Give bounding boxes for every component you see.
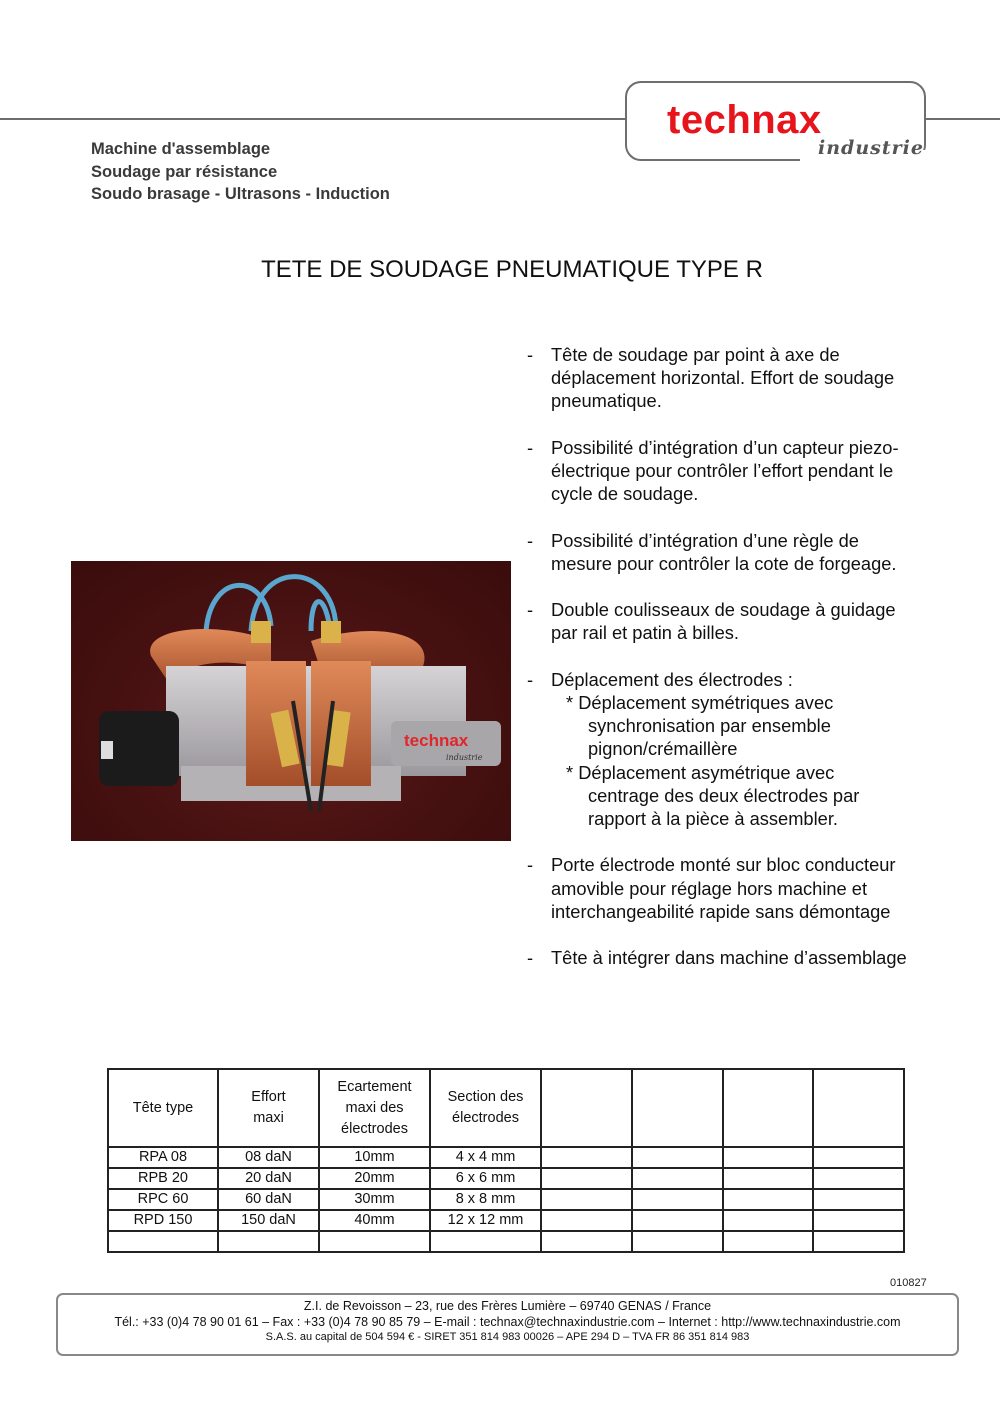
table-cell xyxy=(319,1231,430,1252)
bullet-dash: - xyxy=(527,529,534,551)
table-cell xyxy=(632,1210,723,1231)
table-header-cell xyxy=(319,1069,430,1147)
table-cell: RPC 60 xyxy=(108,1189,218,1210)
table-cell: 12 x 12 mm xyxy=(430,1210,541,1231)
table-header-cell xyxy=(430,1069,541,1147)
nameplate-brand: technax xyxy=(404,731,469,750)
feature-line: Possibilité d’intégration d’une règle de xyxy=(551,529,859,551)
company-line: Soudage par résistance xyxy=(91,162,278,181)
table-cell: RPA 08 xyxy=(108,1147,218,1168)
table-cell: 08 daN xyxy=(218,1147,319,1168)
table-cell xyxy=(541,1210,632,1231)
header-line: Section des xyxy=(447,1089,524,1105)
table-cell xyxy=(430,1231,541,1252)
feature-line: amovible pour réglage hors machine et xyxy=(551,877,868,899)
spec-table xyxy=(107,1068,905,1253)
table-cell: 20 daN xyxy=(218,1168,319,1189)
feature-line: Double coulisseaux de soudage à guidage xyxy=(551,599,896,621)
feature-line: Déplacement symétriques avec xyxy=(578,691,834,713)
feature-line: Porte électrode monté sur bloc conducteur xyxy=(551,854,896,876)
cylinder-nut xyxy=(101,741,113,759)
bullet-dash: - xyxy=(527,599,534,621)
table-header-row xyxy=(108,1069,904,1147)
table-cell xyxy=(541,1147,632,1168)
header-line: électrodes xyxy=(452,1110,519,1126)
nameplate-sub: industrie xyxy=(446,753,483,762)
feature-line: Tête de soudage par point à axe de xyxy=(551,344,840,365)
table-cell xyxy=(723,1168,813,1189)
feature-item xyxy=(527,946,967,969)
feature-line: Tête à intégrer dans machine d’assemblage xyxy=(551,947,907,969)
table-cell xyxy=(813,1189,904,1210)
table-cell xyxy=(632,1189,723,1210)
header-line: Tête type xyxy=(132,1099,194,1116)
table-cell xyxy=(813,1147,904,1168)
table-header-cell xyxy=(218,1069,319,1147)
footer-legal: S.A.S. au capital de 504 594 € - SIRET 351 814 983 00026 – APE 294 D – TVA FR 86 351 814 983 xyxy=(265,1331,750,1343)
table-cell xyxy=(108,1231,218,1252)
footer-box xyxy=(56,1293,959,1356)
feature-item xyxy=(527,598,967,644)
header-rule-left xyxy=(0,118,627,120)
table-cell xyxy=(541,1168,632,1189)
table-cell xyxy=(541,1231,632,1252)
table-row xyxy=(108,1147,904,1168)
table-cell: 8 x 8 mm xyxy=(430,1189,541,1210)
table-cell xyxy=(723,1189,813,1210)
feature-item xyxy=(527,668,967,830)
clamp-right xyxy=(321,621,341,643)
bullet-star: * xyxy=(566,691,574,713)
bullet-dash: - xyxy=(527,344,534,365)
table-cell xyxy=(632,1231,723,1252)
feature-line: centrage des deux électrodes par xyxy=(588,784,860,806)
table-cell xyxy=(632,1147,723,1168)
footer-address: Z.I. de Revoisson – 23, rue des Frères Lumière – 69740 GENAS / France xyxy=(303,1299,712,1313)
bullet-star: * xyxy=(566,761,574,783)
table-cell: RPB 20 xyxy=(108,1168,218,1189)
header-line: Effort xyxy=(251,1089,286,1105)
feature-line: Possibilité d’intégration d’un capteur piezo- xyxy=(551,436,899,458)
table-cell: RPD 150 xyxy=(108,1210,218,1231)
company-line: Soudo brasage - Ultrasons - Induction xyxy=(91,185,390,203)
table-row xyxy=(108,1210,904,1231)
company-activities xyxy=(91,138,390,206)
table-cell: 30mm xyxy=(319,1189,430,1210)
table-cell: 150 daN xyxy=(218,1210,319,1231)
table-cell xyxy=(813,1231,904,1252)
feature-item xyxy=(527,853,967,923)
feature-line: déplacement horizontal. Effort de soudage xyxy=(551,367,895,389)
table-header-cell xyxy=(813,1069,904,1147)
header-line: maxi xyxy=(253,1110,284,1126)
bullet-dash: - xyxy=(527,668,534,690)
feature-line: pignon/crémaillère xyxy=(588,738,738,760)
table-cell xyxy=(723,1147,813,1168)
feature-line: interchangeabilité rapide sans démontage xyxy=(551,900,891,922)
table-cell xyxy=(632,1168,723,1189)
table-cell: 4 x 4 mm xyxy=(430,1147,541,1168)
feature-line: électrique pour contrôler l’effort pendant le xyxy=(551,460,894,481)
bullet-dash: - xyxy=(527,854,534,876)
brand-logo-sub: industrie xyxy=(818,137,924,159)
bullet-dash: - xyxy=(527,436,534,458)
table-row xyxy=(108,1231,904,1252)
table-cell: 20mm xyxy=(319,1168,430,1189)
table-cell xyxy=(218,1231,319,1252)
table-header-cell xyxy=(541,1069,632,1147)
table-header-cell xyxy=(723,1069,813,1147)
table-cell: 10mm xyxy=(319,1147,430,1168)
feature-line: par rail et patin à billes. xyxy=(551,622,739,644)
table-cell xyxy=(723,1231,813,1252)
clamp-left xyxy=(251,621,271,643)
footer-contact: Tél.: +33 (0)4 78 90 01 61 – Fax : +33 (0)4 78 90 85 79 – E-mail : technax@technaxindustrie.com – Internet : http://www.technaxindustrie.com xyxy=(114,1315,901,1329)
table-cell xyxy=(723,1210,813,1231)
sub-feature xyxy=(551,691,967,761)
table-cell: 60 daN xyxy=(218,1189,319,1210)
table-cell: 40mm xyxy=(319,1210,430,1231)
feature-line: Déplacement asymétrique avec xyxy=(578,761,835,783)
table-cell xyxy=(813,1210,904,1231)
feature-line: synchronisation par ensemble xyxy=(588,715,831,737)
header-line: électrodes xyxy=(341,1120,408,1137)
feature-line: pneumatique. xyxy=(551,390,662,412)
feature-line: rapport à la pièce à assembler. xyxy=(588,808,838,829)
table-row xyxy=(108,1189,904,1210)
feature-list xyxy=(527,343,967,993)
company-line: Machine d'assemblage xyxy=(91,140,271,158)
header-line: Ecartement xyxy=(337,1078,412,1095)
feature-item xyxy=(527,343,967,413)
welding-head-illustration xyxy=(71,561,511,841)
product-photo xyxy=(71,561,511,841)
table-cell xyxy=(813,1168,904,1189)
table-row xyxy=(108,1168,904,1189)
table-header-cell xyxy=(632,1069,723,1147)
page-title: TETE DE SOUDAGE PNEUMATIQUE TYPE R xyxy=(261,256,763,283)
brand-logo: technax xyxy=(667,98,822,142)
sub-feature xyxy=(551,761,967,831)
feature-line: cycle de soudage. xyxy=(551,483,699,505)
feature-line: mesure pour contrôler la cote de forgeage. xyxy=(551,552,897,574)
table-header-cell xyxy=(108,1069,218,1147)
header-rule-right xyxy=(920,118,1000,120)
table-cell: 6 x 6 mm xyxy=(430,1168,541,1189)
feature-item xyxy=(527,529,967,575)
document-code: 010827 xyxy=(890,1277,927,1289)
table-cell xyxy=(541,1189,632,1210)
header-line: maxi des xyxy=(345,1099,404,1116)
feature-item xyxy=(527,436,967,506)
bullet-dash: - xyxy=(527,947,534,969)
feature-line: Déplacement des électrodes : xyxy=(551,668,793,690)
